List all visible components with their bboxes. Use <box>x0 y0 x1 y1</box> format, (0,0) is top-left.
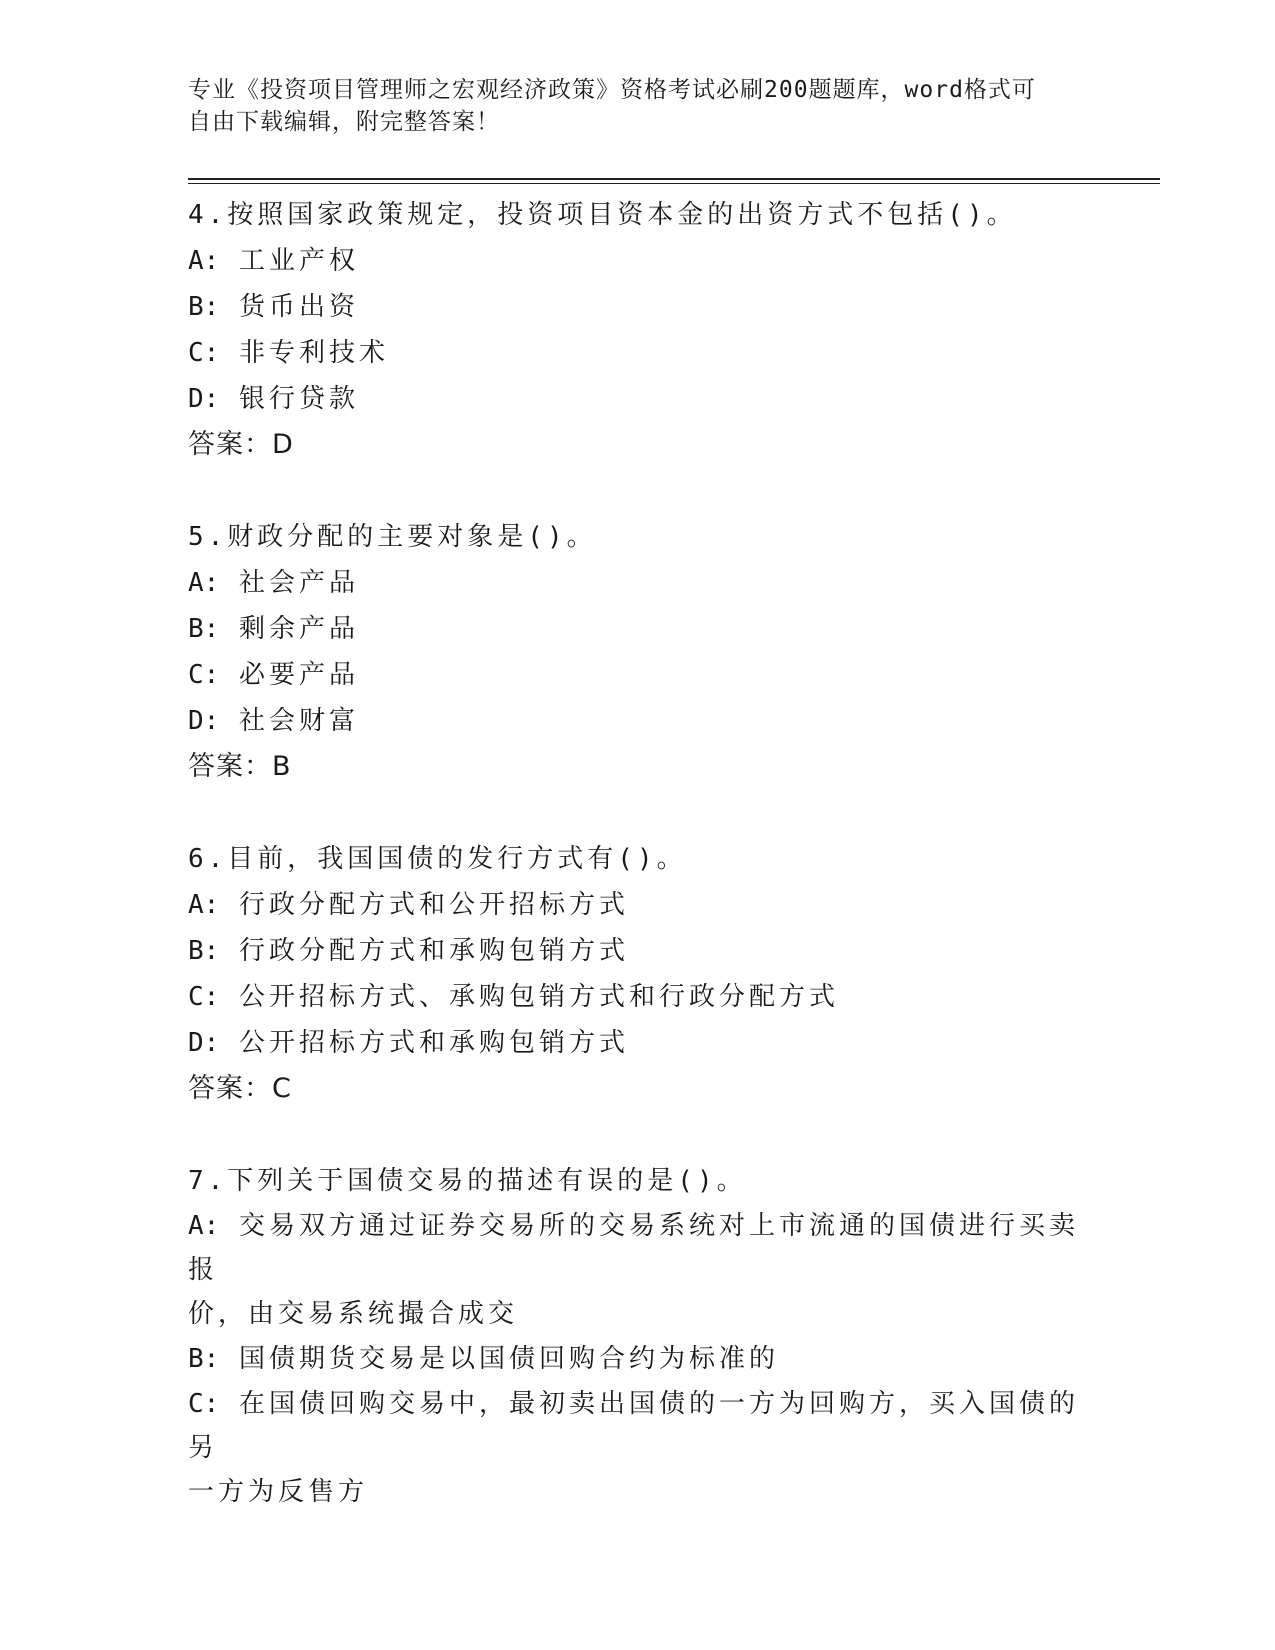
option-text: 行政分配方式和承购包销方式 <box>238 936 629 966</box>
option-label: C: <box>188 982 220 1012</box>
option-label: B: <box>188 614 220 644</box>
option-d <box>188 698 1088 744</box>
option-a <box>188 560 1088 606</box>
option-text: 剩余产品 <box>238 614 359 644</box>
question-block <box>188 192 1088 468</box>
option-label: A: <box>188 568 220 598</box>
option-label: A: <box>188 890 220 920</box>
answer-line: 答案：C <box>188 1073 292 1104</box>
option-b <box>188 606 1088 652</box>
option-a <box>188 1204 1088 1336</box>
option-text: 在国债回购交易中，最初卖出国债的一方为回购方，买入国债的另 <box>188 1389 1079 1463</box>
option-label: B: <box>188 936 220 966</box>
spacer <box>188 1112 1088 1158</box>
spacer <box>188 790 1088 836</box>
option-text: 交易双方通过证券交易所的交易系统对上市流通的国债进行买卖报 <box>188 1211 1079 1285</box>
option-a <box>188 882 1088 928</box>
question-stem: 4.按照国家政策规定，投资项目资本金的出资方式不包括()。 <box>188 200 1017 230</box>
question-stem: 5.财政分配的主要对象是()。 <box>188 522 597 552</box>
option-c <box>188 330 1088 376</box>
option-a <box>188 238 1088 284</box>
option-label: A: <box>188 1211 220 1241</box>
option-text: 工业产权 <box>238 246 359 276</box>
option-text: 公开招标方式、承购包销方式和行政分配方式 <box>238 982 839 1012</box>
header-divider-thin <box>188 183 1160 184</box>
option-label: B: <box>188 292 220 322</box>
option-label: A: <box>188 246 220 276</box>
option-label: D: <box>188 1028 220 1058</box>
header-divider-thick <box>188 178 1160 180</box>
option-d <box>188 1020 1088 1066</box>
question-block <box>188 1158 1088 1514</box>
option-label: D: <box>188 706 220 736</box>
option-text: 社会产品 <box>238 568 359 598</box>
option-text-continued: 价，由交易系统撮合成交 <box>188 1299 519 1329</box>
answer-line: 答案：D <box>188 429 294 460</box>
option-b <box>188 928 1088 974</box>
option-text: 行政分配方式和公开招标方式 <box>238 890 629 920</box>
option-b <box>188 1336 1088 1382</box>
option-text: 国债期货交易是以国债回购合约为标准的 <box>238 1344 779 1374</box>
question-stem: 7.下列关于国债交易的描述有误的是()。 <box>188 1166 747 1196</box>
option-text: 必要产品 <box>238 660 359 690</box>
document-header <box>188 74 1078 138</box>
question-stem: 6.目前，我国国债的发行方式有()。 <box>188 844 687 874</box>
option-text: 银行贷款 <box>238 384 359 414</box>
option-c <box>188 974 1088 1020</box>
option-d <box>188 376 1088 422</box>
header-line-1: 专业《投资项目管理师之宏观经济政策》资格考试必刷200题题库，word格式可 <box>188 77 1036 103</box>
option-c <box>188 1382 1088 1514</box>
header-line-2: 自由下载编辑，附完整答案！ <box>188 109 500 135</box>
question-block <box>188 514 1088 790</box>
option-text: 社会财富 <box>238 706 359 736</box>
answer-line: 答案：B <box>188 751 292 782</box>
option-text-continued: 一方为反售方 <box>188 1477 369 1507</box>
option-text: 非专利技术 <box>238 338 389 368</box>
spacer <box>188 468 1088 514</box>
option-text: 公开招标方式和承购包销方式 <box>238 1028 629 1058</box>
question-list <box>188 192 1088 1514</box>
option-label: B: <box>188 1344 220 1374</box>
option-text: 货币出资 <box>238 292 359 322</box>
option-c <box>188 652 1088 698</box>
option-label: C: <box>188 660 220 690</box>
question-block <box>188 836 1088 1112</box>
option-b <box>188 284 1088 330</box>
option-label: C: <box>188 338 220 368</box>
option-label: D: <box>188 384 220 414</box>
option-label: C: <box>188 1389 220 1419</box>
